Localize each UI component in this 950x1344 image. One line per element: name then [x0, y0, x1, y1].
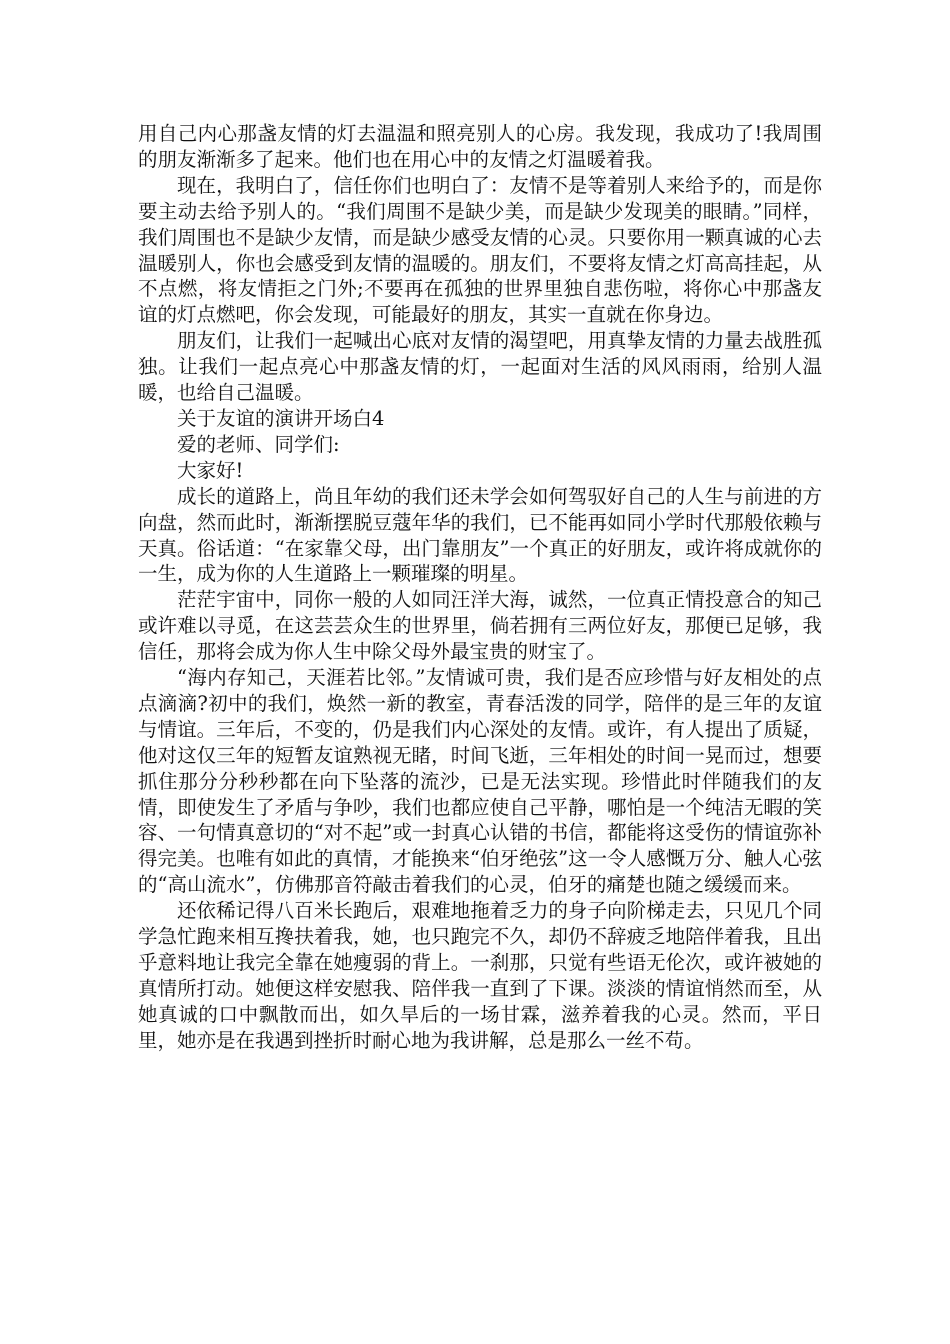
section-heading: 关于友谊的演讲开场白4 [177, 406, 385, 430]
paragraph: 茫茫宇宙中，同你一般的人如同汪洋大海，诚然，一位真正情投意合的知己或许难以寻觅，在这芸芸众生的世界里，倘若拥有三两位好友，那便已足够，我信任，那将会成为你人生中除父母外最宝贵的财宝了。 [138, 588, 822, 664]
salutation: 爱的老师、同学们: [177, 432, 340, 456]
paragraph-continued: 用自己内心那盏友情的灯去温温和照亮别人的心房。我发现，我成功了!我周围的朋友渐渐多了起来。他们也在用心中的友情之灯温暖着我。 [138, 122, 822, 171]
paragraph: 现在，我明白了，信任你们也明白了：友情不是等着别人来给予的，而是你要主动去给予别人的。“我们周围不是缺少美，而是缺少发现美的眼睛。”同样，我们周围也不是缺少友情，而是缺少感受友情的心灵。只要你用一颗真诚的心去温暖别人，你也会感受到友情的温暖的。朋友们，不要将友情之灯高高挂起，从不点燃，将友情拒之门外;不要再在孤独的世界里独自悲伤啦，将你心中那盏友谊的灯点燃吧，你会发现，可能最好的朋友，其实一直就在你身边。 [138, 173, 822, 327]
greeting: 大家好! [177, 458, 244, 482]
document-body [138, 121, 822, 1054]
paragraph: 成长的道路上，尚且年幼的我们还未学会如何驾驭好自己的人生与前进的方向盘，然而此时，渐渐摆脱豆蔻年华的我们，已不能再如同小学时代那般依赖与天真。俗话道：“在家靠父母，出门靠朋友”一个真正的好朋友，或许将成就你的一生，成为你的人生道路上一颗璀璨的明星。 [138, 484, 822, 586]
paragraph: “海内存知己，天涯若比邻。”友情诚可贵，我们是否应珍惜与好友相处的点点滴滴?初中的我们，焕然一新的教室，青春活泼的同学，陪伴的是三年的友谊与情谊。三年后，不变的，仍是我们内心深处的友情。或许，有人提出了质疑，他对这仅三年的短暂友谊熟视无睹，时间飞逝，三年相处的时间一晃而过，想要抓住那分分秒秒都在向下坠落的流沙，已是无法实现。珍惜此时伴随我们的友情，即使发生了矛盾与争吵，我们也都应使自己平静，哪怕是一个纯洁无暇的笑容、一句情真意切的“对不起”或一封真心认错的书信，都能将这受伤的情谊弥补得完美。也唯有如此的真情，才能换来“伯牙绝弦”这一令人感慨万分、触人心弦的“高山流水”，仿佛那音符敲击着我们的心灵，伯牙的痛楚也随之缓缓而来。 [138, 666, 822, 897]
paragraph: 朋友们，让我们一起喊出心底对友情的渴望吧，用真挚友情的力量去战胜孤独。让我们一起点亮心中那盏友情的灯，一起面对生活的风风雨雨，给别人温暖，也给自己温暖。 [138, 329, 822, 405]
paragraph: 还依稀记得八百米长跑后，艰难地拖着乏力的身子向阶梯走去，只见几个同学急忙跑来相互搀扶着我，她，也只跑完不久，却仍不辞疲乏地陪伴着我，且出乎意料地让我完全靠在她瘦弱的背上。一刹那，只觉有些语无伦次，或许被她的真情所打动。她便这样安慰我、陪伴我一直到了下课。淡淡的情谊悄然而至，从她真诚的口中飘散而出，如久旱后的一场甘霖，滋养着我的心灵。然而，平日里，她亦是在我遇到挫折时耐心地为我讲解，总是那么一丝不苟。 [138, 899, 822, 1052]
